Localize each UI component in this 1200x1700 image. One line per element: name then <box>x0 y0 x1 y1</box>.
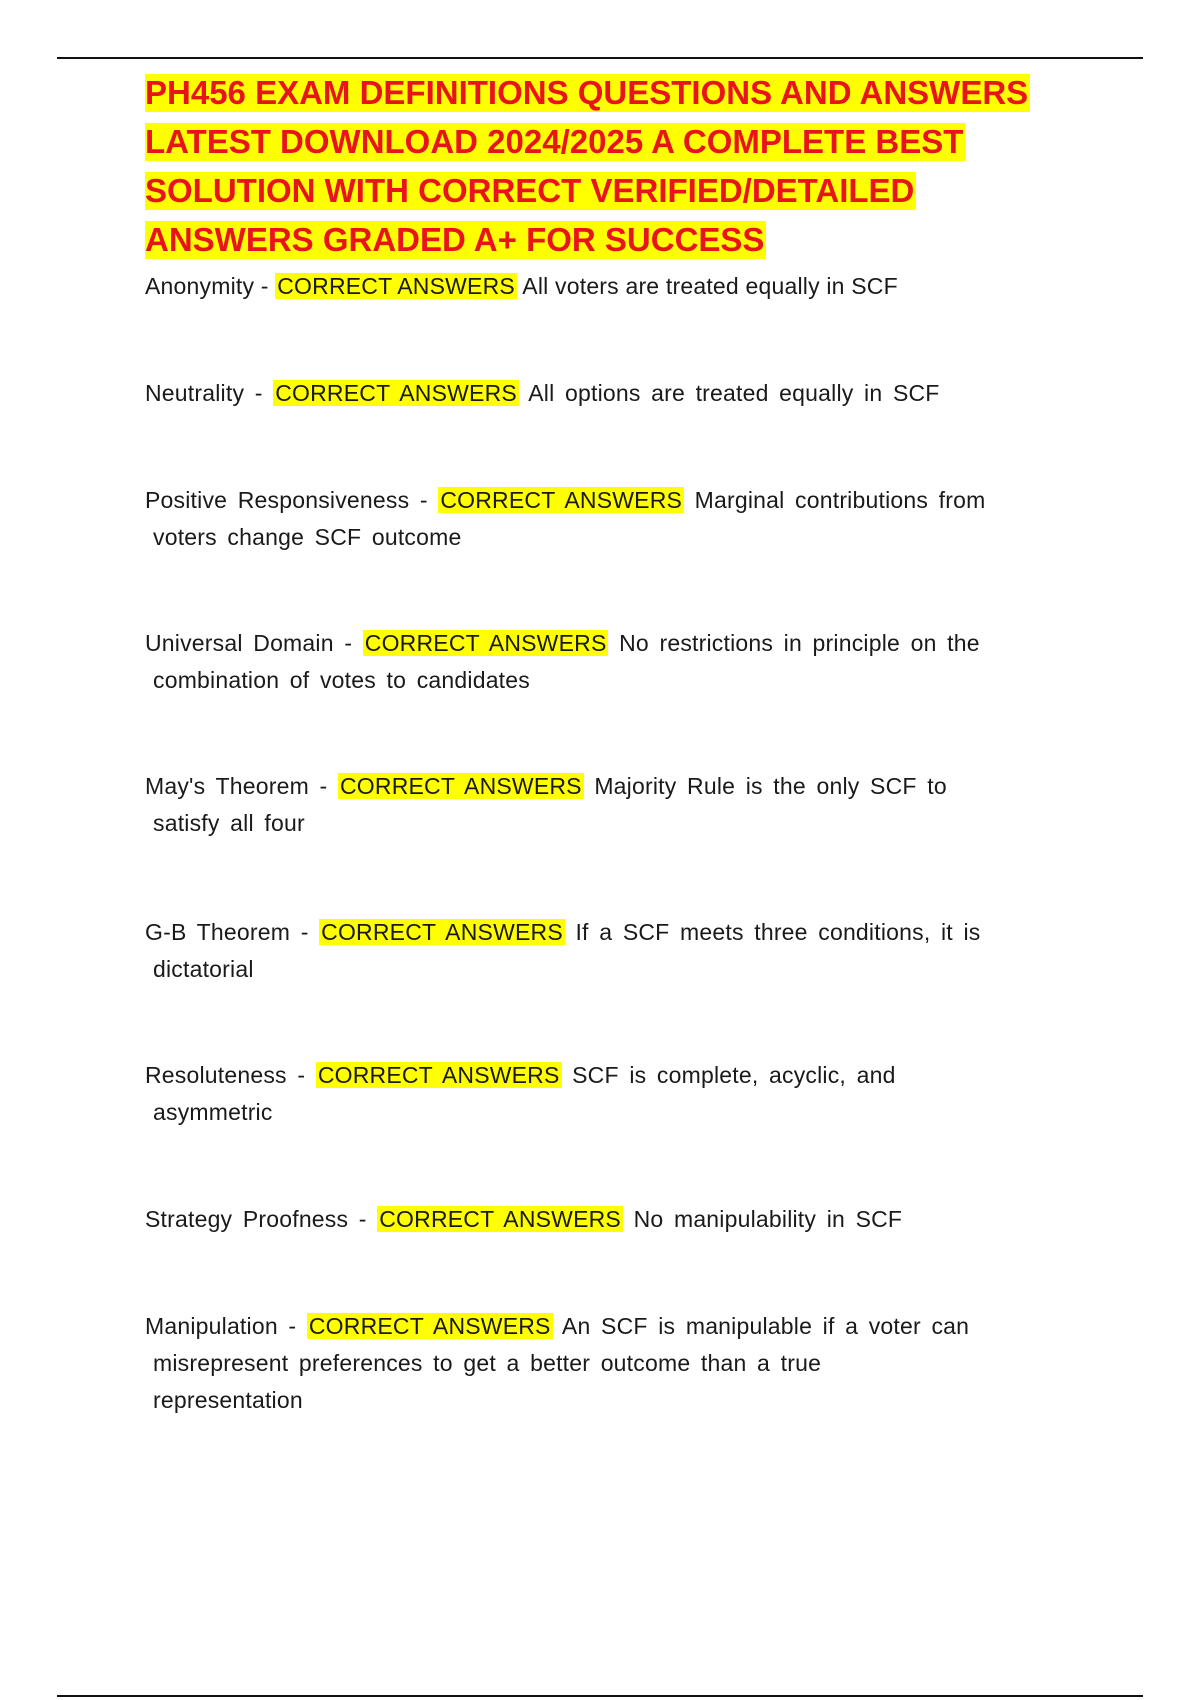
document-title <box>145 68 1075 264</box>
definition-entry-mays-theorem <box>145 768 1060 842</box>
separator: - <box>254 380 263 406</box>
definition-continued: asymmetric <box>153 1099 273 1125</box>
term: Resoluteness <box>145 1062 287 1088</box>
definition-entry-universal-domain <box>145 625 1060 699</box>
title-line: LATEST DOWNLOAD 2024/2025 A COMPLETE BEST <box>145 123 964 160</box>
definition-continued: dictatorial <box>153 956 254 982</box>
answer-tag: CORRECT ANSWERS <box>317 1062 560 1088</box>
answer-tag: CORRECT ANSWERS <box>308 1313 551 1339</box>
term: G-B Theorem <box>145 919 291 945</box>
separator: - <box>288 1313 297 1339</box>
term: Positive Responsiveness <box>145 487 410 513</box>
definition-continued: representation <box>153 1387 303 1413</box>
definition: No restrictions in principle on the <box>619 630 980 656</box>
definition-entry-gb-theorem <box>145 914 1060 988</box>
definition: No manipulability in SCF <box>633 1206 903 1232</box>
definition-entry-manipulation <box>145 1308 1060 1419</box>
separator: - <box>319 773 328 799</box>
answer-tag: CORRECT ANSWERS <box>379 1206 621 1232</box>
definition: Marginal contributions from <box>694 487 986 513</box>
definition-entry-anonymity <box>145 268 1060 305</box>
definition-entry-resoluteness <box>145 1057 1060 1131</box>
top-rule <box>57 57 1143 59</box>
answer-tag: CORRECT ANSWERS <box>275 380 517 406</box>
bottom-rule <box>57 1695 1143 1697</box>
answer-tag: CORRECT ANSWERS <box>364 630 607 656</box>
definition-entry-strategy-proofness <box>145 1201 1060 1238</box>
separator: - <box>344 630 353 656</box>
term: Anonymity <box>145 273 255 299</box>
separator: - <box>297 1062 306 1088</box>
term: Manipulation <box>145 1313 278 1339</box>
separator: - <box>419 487 428 513</box>
term: Neutrality <box>145 380 245 406</box>
definition: If a SCF meets three conditions, it is <box>575 919 981 945</box>
definition: SCF is complete, acyclic, and <box>572 1062 896 1088</box>
definition: All voters are treated equally in SCF <box>522 273 898 299</box>
definition: An SCF is manipulable if a voter can <box>561 1313 970 1339</box>
separator: - <box>358 1206 367 1232</box>
term: Strategy Proofness <box>145 1206 349 1232</box>
separator: - <box>260 273 269 299</box>
definition-continued: misrepresent preferences to get a better outcome than a true <box>153 1350 822 1376</box>
answer-tag: CORRECT ANSWERS <box>340 773 582 799</box>
definition-entry-positive-responsiveness <box>145 482 1060 556</box>
title-line: ANSWERS GRADED A+ FOR SUCCESS <box>145 221 765 258</box>
definition: Majority Rule is the only SCF to <box>594 773 947 799</box>
answer-tag: CORRECT ANSWERS <box>277 273 515 299</box>
title-line: SOLUTION WITH CORRECT VERIFIED/DETAILED <box>145 172 915 209</box>
separator: - <box>300 919 309 945</box>
definition-continued: voters change SCF outcome <box>153 524 462 550</box>
definition-continued: combination of votes to candidates <box>153 667 530 693</box>
term: May's Theorem <box>145 773 309 799</box>
definition-continued: satisfy all four <box>153 810 305 836</box>
answer-tag: CORRECT ANSWERS <box>321 919 563 945</box>
definition: All options are treated equally in SCF <box>528 380 940 406</box>
term: Universal Domain <box>145 630 334 656</box>
title-line: PH456 EXAM DEFINITIONS QUESTIONS AND ANSWERS <box>145 74 1029 111</box>
definition-entry-neutrality <box>145 375 1060 412</box>
answer-tag: CORRECT ANSWERS <box>440 487 683 513</box>
